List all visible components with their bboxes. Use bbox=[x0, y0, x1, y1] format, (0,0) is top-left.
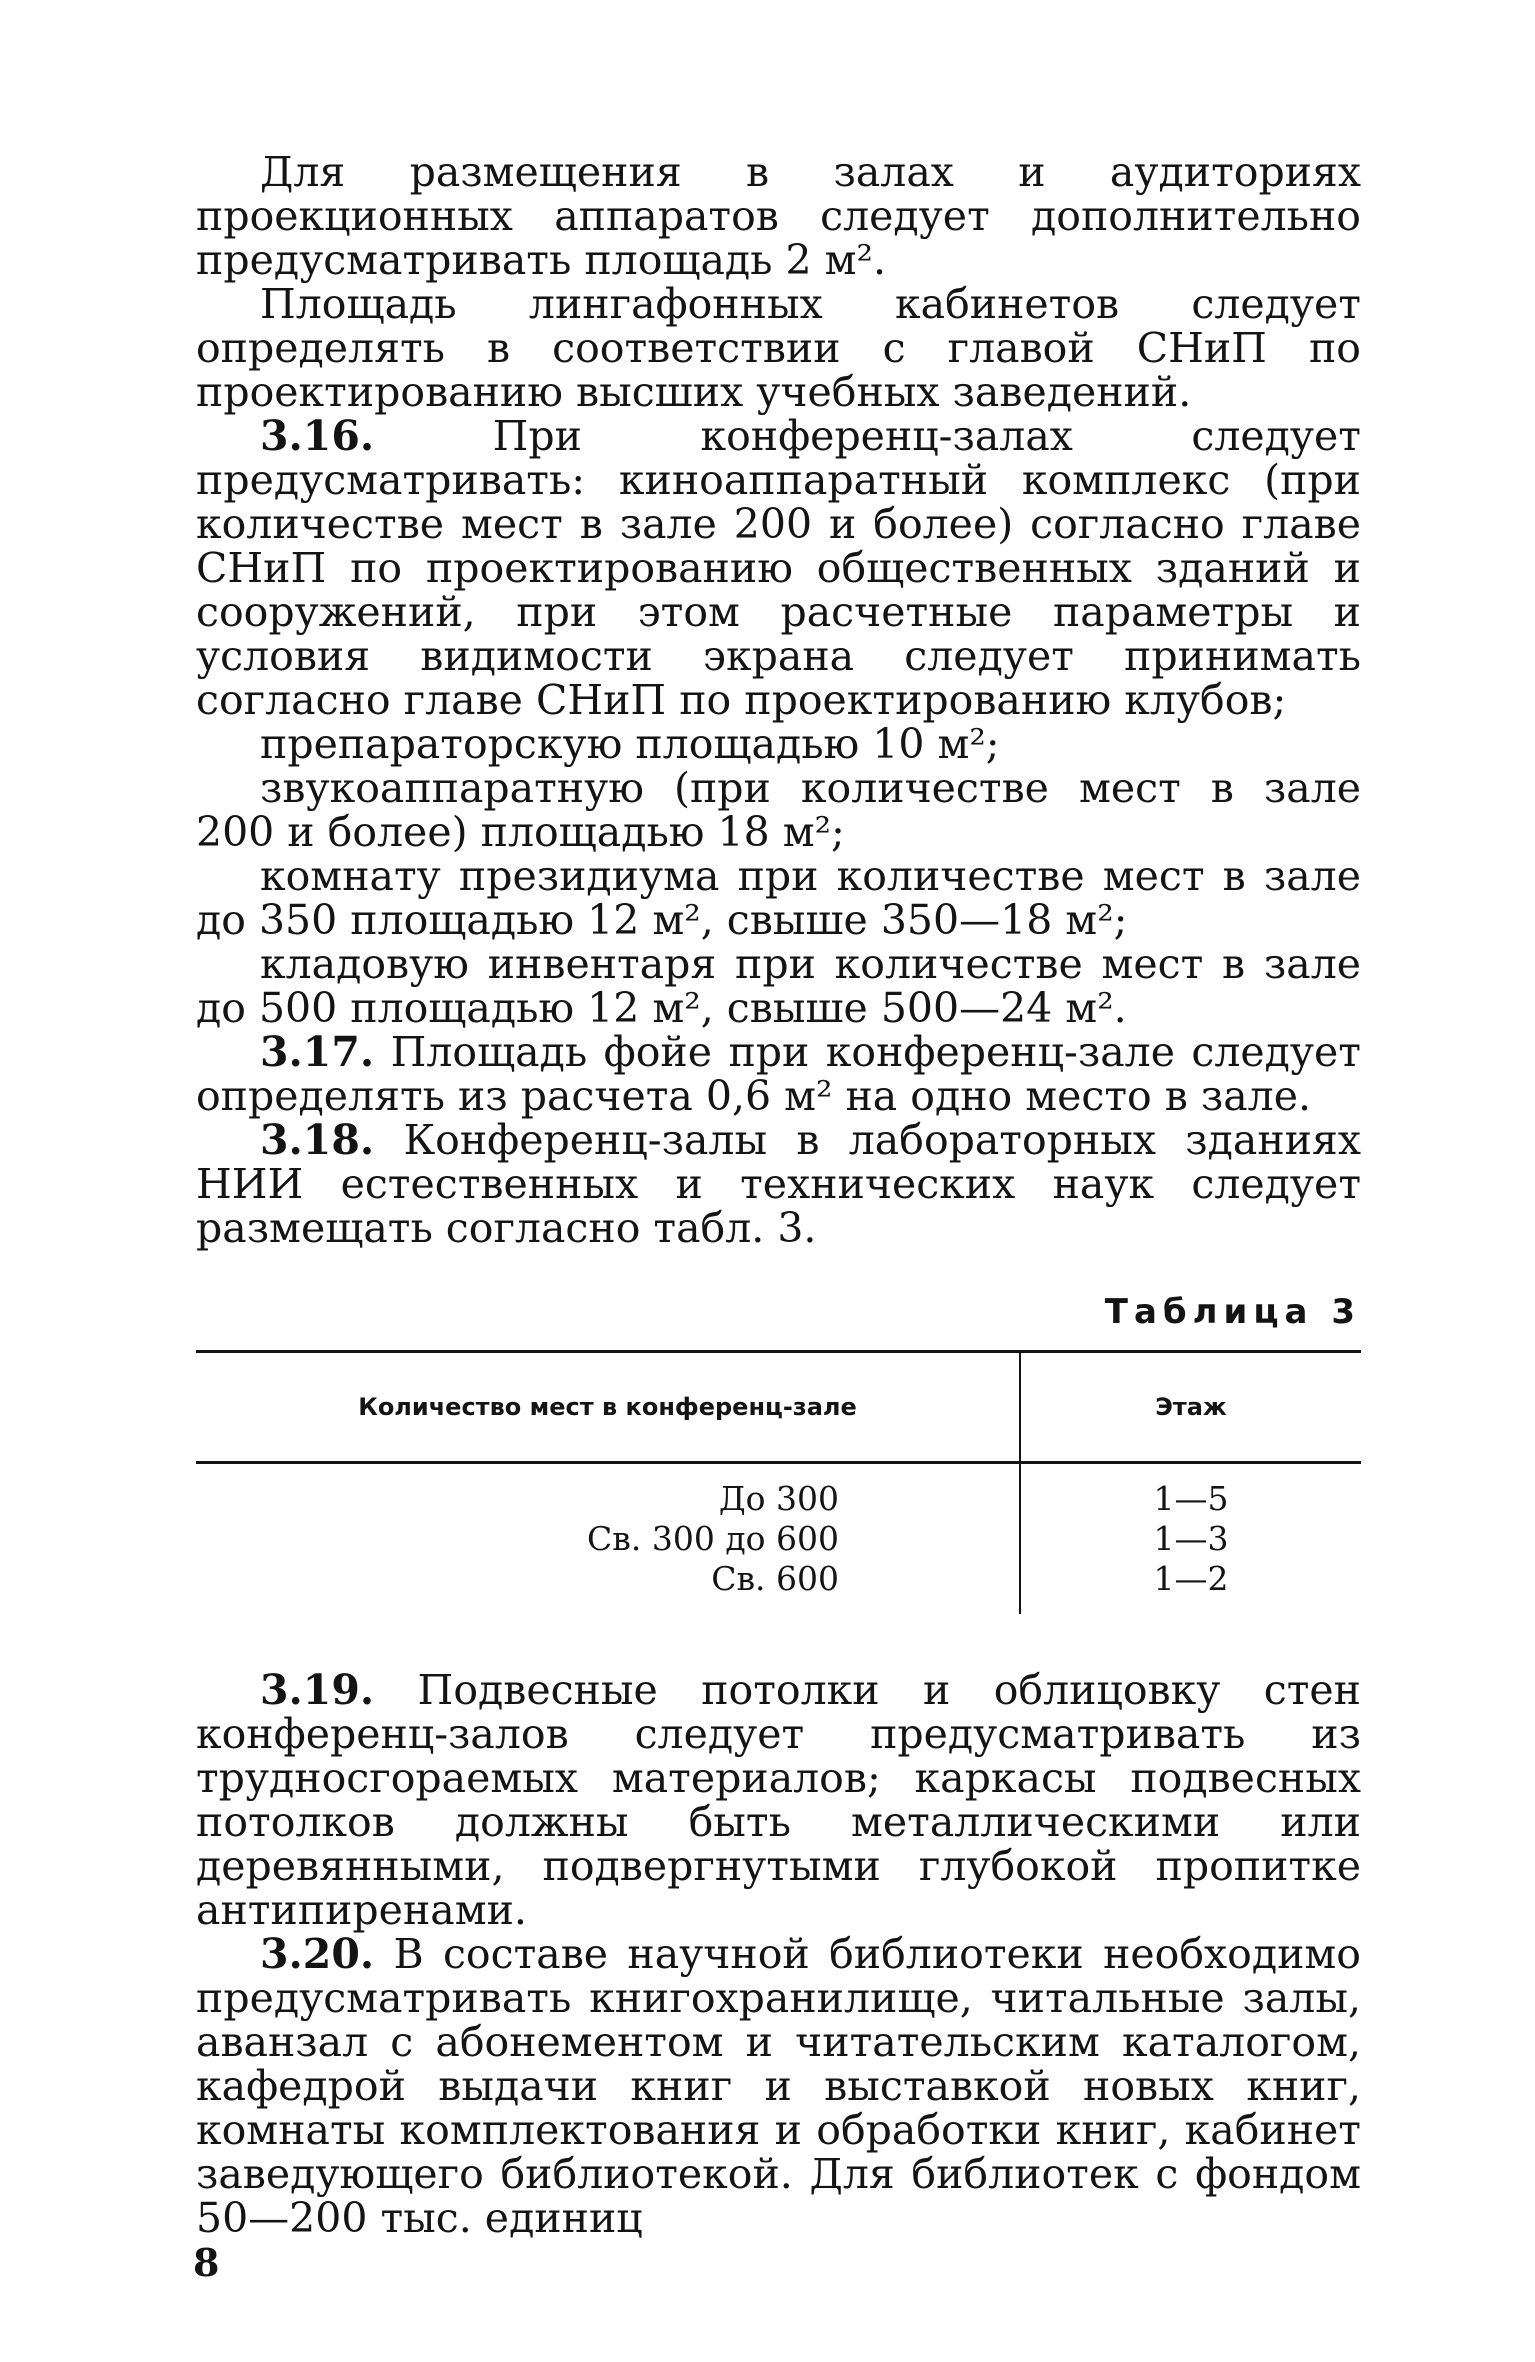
table-header-cell bbox=[1021, 1353, 1361, 1461]
table-cell: До 300 bbox=[718, 1479, 839, 1518]
paragraph-text: Конференц-залы в лабораторных зданиях НИИ естественных и технических наук следует размещать согласно табл. 3. bbox=[196, 1116, 1361, 1252]
table-column-floor bbox=[1021, 1464, 1361, 1614]
text-block-after-table bbox=[196, 1668, 1361, 2240]
section-number: 3.16. bbox=[260, 412, 375, 460]
section-number: 3.18. bbox=[260, 1116, 375, 1164]
paragraph-text: Для размещения в залах и аудиториях проекционных аппаратов следует дополнительно предусматривать площадь 2 м². bbox=[196, 148, 1361, 284]
table-cell: 1—3 bbox=[1153, 1519, 1229, 1558]
paragraph bbox=[196, 282, 1361, 414]
table-header-cell bbox=[196, 1353, 1021, 1461]
paragraph-text: При конференц-залах следует предусматривать: киноаппаратный комплекс (при количестве мест в зале 200 и более) согласно главе СНиП по проектированию общественных зданий и сооружений, при этом расчетные параметры и условия видимости экрана следует принимать согласно главе СНиП по проектированию клубов; bbox=[196, 412, 1361, 724]
paragraph-text: комнату президиума при количестве мест в зале до 350 площадью 12 м², свыше 350—18 м²; bbox=[196, 852, 1361, 944]
paragraph bbox=[196, 150, 1361, 282]
page-number: 8 bbox=[193, 2240, 220, 2285]
table-cell: 1—2 bbox=[1153, 1559, 1229, 1598]
seats-cells bbox=[587, 1479, 1019, 1599]
paragraph-3-17 bbox=[196, 1030, 1361, 1118]
floor-cells bbox=[1154, 1479, 1229, 1599]
paragraph-text: кладовую инвентаря при количестве мест в зале до 500 площадью 12 м², свыше 500—24 м². bbox=[196, 940, 1361, 1032]
table-title: Таблица 3 bbox=[1104, 1292, 1361, 1332]
paragraph bbox=[196, 766, 1361, 854]
text-block-before-table bbox=[196, 150, 1361, 1250]
floors-table bbox=[196, 1350, 1361, 1614]
paragraph bbox=[196, 942, 1361, 1030]
header-floor: Этаж bbox=[1155, 1393, 1227, 1421]
table-column-seats bbox=[196, 1464, 1021, 1614]
paragraph-text: звукоаппаратную (при количестве мест в зале 200 и более) площадью 18 м²; bbox=[196, 764, 1361, 856]
section-number: 3.19. bbox=[260, 1666, 375, 1714]
header-seats: Количество мест в конференц-зале bbox=[358, 1393, 857, 1421]
paragraph-text: Площадь лингафонных кабинетов следует определять в соответствии с главой СНиП по проектированию высших учебных заведений. bbox=[196, 280, 1361, 416]
paragraph bbox=[196, 854, 1361, 942]
paragraph bbox=[196, 722, 1361, 766]
table-header-row bbox=[196, 1353, 1361, 1464]
section-number: 3.20. bbox=[260, 1930, 375, 1978]
table-cell: 1—5 bbox=[1153, 1479, 1229, 1518]
document-page bbox=[196, 150, 1361, 2240]
paragraph-3-18 bbox=[196, 1118, 1361, 1250]
paragraph-3-16 bbox=[196, 414, 1361, 722]
table-body bbox=[196, 1464, 1361, 1614]
table-cell: Св. 600 bbox=[711, 1559, 839, 1598]
paragraph-3-19 bbox=[196, 1668, 1361, 1932]
paragraph-text: Подвесные потолки и облицовку стен конференц-залов следует предусматривать из трудносгораемых материалов; каркасы подвесных потолков должны быть металлическими или деревянными, подвергнутыми глубокой пропитке антипиренами. bbox=[196, 1666, 1361, 1934]
paragraph-3-20 bbox=[196, 1932, 1361, 2240]
paragraph-text: Площадь фойе при конференц-зале следует определять из расчета 0,6 м² на одно место в зале. bbox=[196, 1028, 1361, 1120]
paragraph-text: В составе научной библиотеки необходимо предусматривать книгохранилище, читальные залы, аванзал с абонементом и читательским каталогом, кафедрой выдачи книг и выставкой новых книг, комнаты комплектования и обработки книг, кабинет заведующего библиотекой. Для библиотек с фондом 50—200 тыс. единиц bbox=[196, 1930, 1361, 2242]
paragraph-text: препараторскую площадью 10 м²; bbox=[260, 720, 1000, 768]
table-cell: Св. 300 до 600 bbox=[587, 1519, 839, 1558]
section-number: 3.17. bbox=[260, 1028, 375, 1076]
